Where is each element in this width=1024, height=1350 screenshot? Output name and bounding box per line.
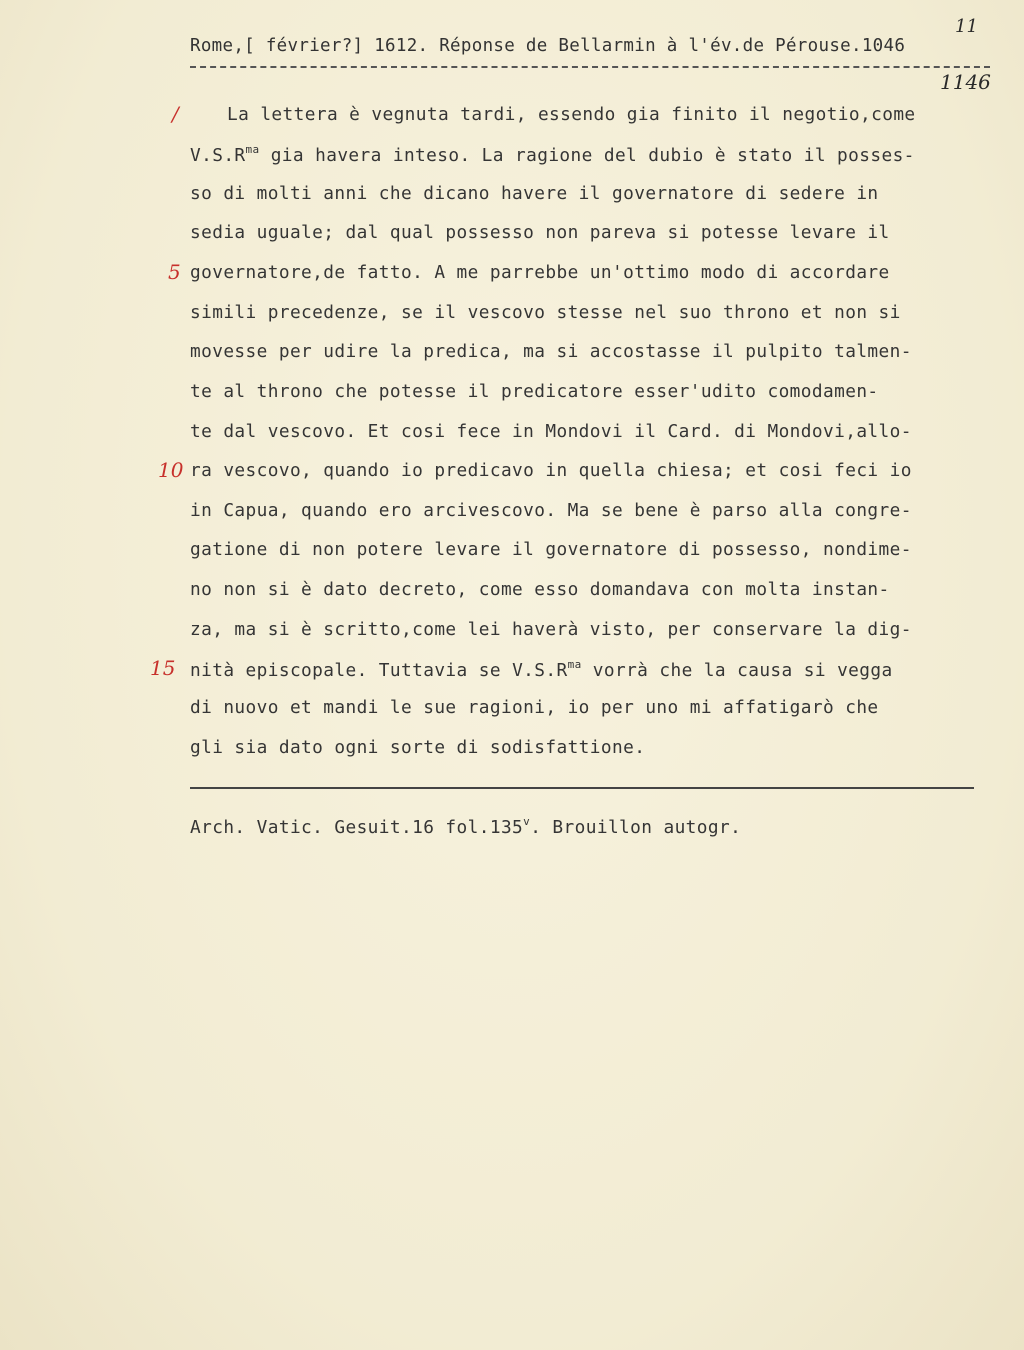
abbreviation-superscript: ma	[245, 143, 260, 156]
footer-rule	[190, 787, 974, 789]
source-citation	[190, 815, 741, 838]
text-line-content: gia havera inteso. La ragione del dubio è stato il posses-	[270, 145, 915, 166]
folio-superscript: v	[523, 815, 531, 828]
handwritten-folio-mark: 11	[955, 16, 978, 37]
header-dashed-rule	[190, 66, 990, 68]
text-line: gli sia dato ogni sorte di sodisfattione.	[190, 737, 646, 758]
text-line: di nuovo et mandi le sue ragioni, io per uno mi affatigarò che	[190, 697, 879, 718]
line-marker-1: /	[172, 102, 179, 126]
text-line: ra vescovo, quando io predicavo in quella chiesa; et cosi feci io	[190, 460, 912, 481]
text-line	[190, 658, 893, 681]
text-line: te al throno che potesse il predicatore esser'udito comodamen-	[190, 381, 879, 402]
text-line: te dal vescovo. Et cosi fece in Mondovi il Card. di Mondovi,allo-	[190, 421, 912, 442]
text-line: governatore,de fatto. A me parrebbe un'ottimo modo di accordare	[190, 262, 890, 283]
handwritten-page-number: 1146	[940, 70, 991, 94]
source-reference: Arch. Vatic. Gesuit.16 fol.135	[190, 817, 524, 838]
abbreviation: V.S.R	[190, 145, 246, 166]
document-header	[190, 36, 990, 56]
header-title: Rome,[ février?] 1612. Réponse de Bellarmin à l'év.de Pérouse.	[190, 36, 862, 56]
text-line: gatione di non potere levare il governatore di possesso, nondime-	[190, 539, 912, 560]
line-marker-15: 15	[150, 656, 176, 680]
page-number: 1046	[861, 36, 906, 56]
text-line: movesse per udire la predica, ma si accostasse il pulpito talmen-	[190, 341, 912, 362]
text-line: no non si è dato decreto, come esso domandava con molta instan-	[190, 579, 890, 600]
text-line: simili precedenze, se il vescovo stesse nel suo throno et non si	[190, 302, 901, 323]
line-marker-5: 5	[168, 260, 181, 284]
source-note: . Brouillon autogr.	[530, 817, 742, 838]
line-marker-10: 10	[158, 458, 184, 482]
text-line: so di molti anni che dicano havere il governatore di sedere in	[190, 183, 879, 204]
abbreviation-superscript: ma	[567, 658, 582, 671]
abbreviation: V.S.R	[512, 660, 568, 681]
text-line: za, ma si è scritto,come lei haverà visto, per conservare la dig-	[190, 619, 912, 640]
text-line-content: nità episcopale. Tuttavia se	[190, 660, 501, 681]
text-line: in Capua, quando ero arcivescovo. Ma se bene è parso alla congre-	[190, 500, 912, 521]
text-line: La lettera è vegnuta tardi, essendo gia finito il negotio,come	[227, 104, 916, 125]
text-line	[190, 143, 915, 166]
text-line: sedia uguale; dal qual possesso non pareva si potesse levare il	[190, 222, 890, 243]
text-line-content: vorrà che la causa si vegga	[592, 660, 893, 681]
